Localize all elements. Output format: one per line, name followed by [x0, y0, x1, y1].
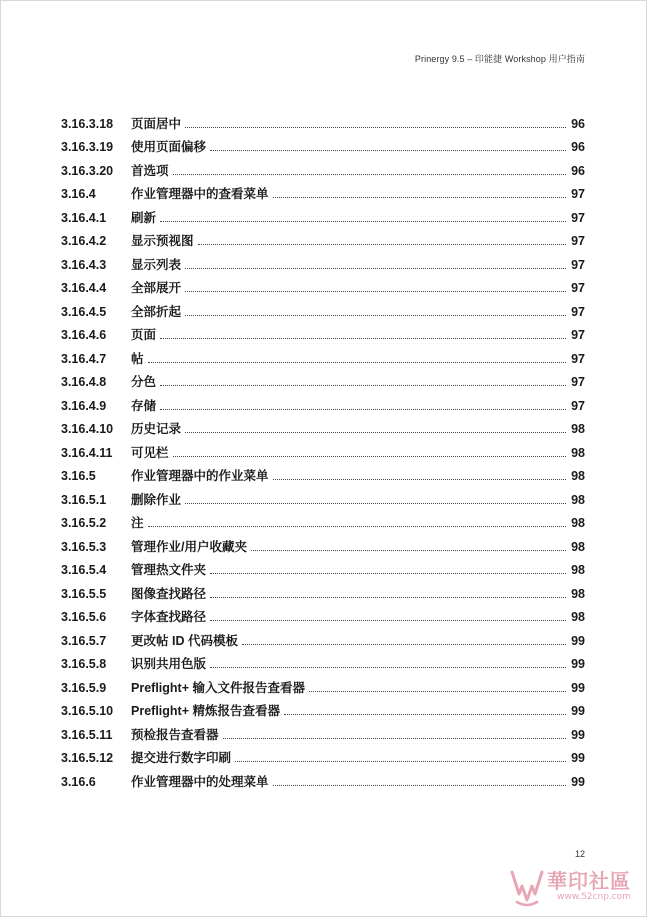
- toc-entry[interactable]: [61, 743, 585, 767]
- toc-entry-number: 3.16.4.11: [61, 445, 113, 460]
- toc-entry[interactable]: [61, 320, 585, 344]
- watermark-url: www.52cnp.com: [556, 891, 631, 902]
- toc-entry[interactable]: [61, 531, 585, 555]
- toc-entry-number: 3.16.5.10: [61, 704, 114, 718]
- toc-entry-title: 图像查找路径: [131, 586, 207, 601]
- toc-entry-page: 99: [571, 657, 585, 671]
- toc-dot-leader: [173, 456, 566, 457]
- toc-dot-leader: [148, 526, 566, 527]
- toc-entry-number: 3.16.4.5: [61, 304, 107, 319]
- toc-entry-title: 识别共用色版: [131, 657, 207, 671]
- toc-entry-number: 3.16.4.10: [61, 422, 114, 436]
- toc-dot-leader: [210, 573, 566, 574]
- toc-entry-title: Preflight+ 输入文件报告查看器: [131, 680, 305, 695]
- toc-dot-leader: [210, 620, 566, 621]
- toc-dot-leader: [309, 691, 566, 692]
- toc-entry-title: 可见栏: [131, 445, 169, 460]
- toc-entry-page: 96: [571, 140, 585, 154]
- toc-entry-title: 字体查找路径: [131, 610, 207, 624]
- toc-entry-number: 3.16.5.11: [61, 727, 113, 742]
- toc-entry-number: 3.16.5.2: [61, 516, 107, 530]
- toc-entry-title: Preflight+ 精炼报告查看器: [131, 704, 280, 718]
- toc-entry[interactable]: [61, 414, 585, 438]
- toc-entry-number: 3.16.4.3: [61, 257, 107, 272]
- toc-entry-number: 3.16.5.3: [61, 539, 107, 554]
- toc-entry-number: 3.16.3.20: [61, 163, 114, 178]
- toc-entry-title: 全部展开: [131, 281, 182, 295]
- toc-dot-leader: [273, 197, 566, 198]
- toc-dot-leader: [185, 503, 566, 504]
- toc-entry[interactable]: [61, 649, 585, 673]
- toc-dot-leader: [223, 738, 566, 739]
- watermark-brand: 華印社區: [547, 868, 631, 893]
- toc-dot-leader: [148, 362, 566, 363]
- toc-entry-number: 3.16.3.19: [61, 140, 114, 154]
- toc-entry-number: 3.16.3.18: [61, 116, 114, 131]
- toc-entry-number: 3.16.4.2: [61, 234, 107, 248]
- toc-dot-leader: [160, 221, 566, 222]
- toc-entry-page: 99: [571, 680, 585, 695]
- toc-entry-title: 作业管理器中的查看菜单: [131, 187, 269, 201]
- toc-entry[interactable]: [61, 578, 585, 602]
- toc-entry-number: 3.16.5.5: [61, 586, 107, 601]
- toc-entry-number: 3.16.4.6: [61, 328, 107, 342]
- toc-entry-title: 管理作业/用户收藏夹: [131, 539, 247, 554]
- toc-entry-page: 99: [571, 751, 585, 765]
- toc-dot-leader: [210, 150, 566, 151]
- toc-entry[interactable]: [61, 461, 585, 485]
- toc-entry-page: 97: [571, 187, 585, 201]
- toc-entry-page: 96: [571, 116, 585, 131]
- toc-entry-number: 3.16.4.9: [61, 398, 107, 413]
- toc-entry-number: 3.16.5.4: [61, 563, 107, 577]
- toc-entry[interactable]: [61, 155, 585, 179]
- toc-entry-page: 98: [571, 469, 585, 483]
- toc-entry-title: 显示列表: [131, 257, 182, 272]
- toc-dot-leader: [185, 291, 566, 292]
- toc-entry-page: 98: [571, 539, 585, 554]
- toc-entry[interactable]: [61, 719, 585, 743]
- toc-entry[interactable]: [61, 108, 585, 132]
- toc-entry-number: 3.16.5.1: [61, 492, 107, 507]
- toc-entry-page: 98: [571, 422, 585, 436]
- toc-entry[interactable]: [61, 179, 585, 203]
- toc-dot-leader: [210, 667, 566, 668]
- toc-entry-page: 97: [571, 375, 585, 389]
- toc-dot-leader: [251, 550, 566, 551]
- toc-entry[interactable]: [61, 296, 585, 320]
- toc-dot-leader: [284, 714, 566, 715]
- toc-dot-leader: [185, 268, 566, 269]
- toc-entry[interactable]: [61, 249, 585, 273]
- toc-entry-page: 98: [571, 563, 585, 577]
- toc-entry-title: 首选项: [131, 163, 169, 178]
- toc-entry-title: 注: [131, 516, 144, 530]
- toc-entry[interactable]: [61, 696, 585, 720]
- toc-dot-leader: [160, 338, 566, 339]
- toc-entry[interactable]: [61, 273, 585, 297]
- toc-entry-title: 管理热文件夹: [131, 563, 207, 577]
- toc-entry-title: 预检报告查看器: [131, 727, 219, 742]
- toc-entry-number: 3.16.4.7: [61, 351, 107, 366]
- toc-dot-leader: [273, 479, 566, 480]
- toc-entry-page: 98: [571, 516, 585, 530]
- toc-entry[interactable]: [61, 202, 585, 226]
- toc-entry-number: 3.16.5.12: [61, 751, 114, 765]
- toc-dot-leader: [198, 244, 566, 245]
- toc-entry-number: 3.16.4: [61, 187, 96, 201]
- toc-entry-title: 作业管理器中的处理菜单: [131, 774, 269, 789]
- toc-entry[interactable]: [61, 343, 585, 367]
- toc-entry[interactable]: [61, 226, 585, 250]
- toc-entry-number: 3.16.4.4: [61, 281, 107, 295]
- toc-entry-title: 刷新: [131, 210, 157, 225]
- toc-entry-page: 99: [571, 633, 585, 648]
- toc-entry[interactable]: [61, 625, 585, 649]
- toc-entry-page: 97: [571, 328, 585, 342]
- toc-entry-page: 97: [571, 304, 585, 319]
- toc-entry[interactable]: [61, 508, 585, 532]
- toc-entry-title: 存储: [131, 398, 157, 413]
- toc-entry-number: 3.16.5: [61, 469, 96, 483]
- toc-dot-leader: [242, 644, 566, 645]
- toc-entry-number: 3.16.4.1: [61, 210, 107, 225]
- toc-entry[interactable]: [61, 367, 585, 391]
- toc-entry-page: 98: [571, 445, 585, 460]
- toc-entry-title: 使用页面偏移: [131, 140, 207, 154]
- toc-entry-title: 历史记录: [131, 422, 182, 436]
- toc-entry-title: 更改帖 ID 代码模板: [131, 633, 238, 648]
- toc-dot-leader: [210, 597, 566, 598]
- toc-entry-page: 99: [571, 704, 585, 718]
- toc-entry-title: 显示预视图: [131, 234, 194, 248]
- toc-dot-leader: [273, 785, 566, 786]
- toc-dot-leader: [235, 761, 566, 762]
- toc-entry-page: 98: [571, 610, 585, 624]
- watermark: [509, 861, 639, 911]
- toc-entry-number: 3.16.5.7: [61, 633, 107, 648]
- toc-entry-page: 97: [571, 210, 585, 225]
- toc-dot-leader: [185, 315, 566, 316]
- toc-entry-number: 3.16.4.8: [61, 375, 107, 389]
- toc-entry-page: 97: [571, 398, 585, 413]
- toc-entry-title: 提交进行数字印刷: [131, 751, 232, 765]
- toc-entry-page: 97: [571, 234, 585, 248]
- toc-dot-leader: [160, 385, 566, 386]
- toc-entry-page: 97: [571, 351, 585, 366]
- toc-entry[interactable]: [61, 437, 585, 461]
- toc-entry-page: 96: [571, 163, 585, 178]
- page-number: 12: [574, 849, 585, 859]
- toc-entry[interactable]: [61, 766, 585, 790]
- running-header: Prinergy 9.5 – 印能捷 Workshop 用户指南: [414, 54, 585, 64]
- toc-entry-title: 帖: [131, 351, 144, 366]
- toc-entry[interactable]: [61, 672, 585, 696]
- watermark-logo-icon: [509, 864, 545, 908]
- toc-entry-number: 3.16.5.9: [61, 680, 107, 695]
- toc-entry-number: 3.16.5.8: [61, 657, 107, 671]
- toc-dot-leader: [185, 127, 566, 128]
- toc-entry[interactable]: [61, 132, 585, 156]
- toc-dot-leader: [185, 432, 566, 433]
- toc-entry-page: 98: [571, 586, 585, 601]
- toc-entry-title: 分色: [131, 375, 157, 389]
- toc-entry-page: 99: [571, 727, 585, 742]
- toc-entry-page: 99: [571, 774, 585, 789]
- toc-dot-leader: [173, 174, 566, 175]
- toc-entry[interactable]: [61, 555, 585, 579]
- toc-entry-page: 98: [571, 492, 585, 507]
- toc-entry-title: 作业管理器中的作业菜单: [131, 469, 269, 483]
- toc-entry-title: 页面居中: [131, 116, 182, 131]
- toc-entry[interactable]: [61, 484, 585, 508]
- toc-entry-title: 页面: [131, 328, 157, 342]
- toc-entry[interactable]: [61, 390, 585, 414]
- toc-entry-title: 删除作业: [131, 492, 182, 507]
- toc-entry-page: 97: [571, 257, 585, 272]
- toc-entry[interactable]: [61, 602, 585, 626]
- table-of-contents: [61, 108, 585, 790]
- toc-dot-leader: [160, 409, 566, 410]
- toc-entry-number: 3.16.5.6: [61, 610, 107, 624]
- toc-entry-title: 全部折起: [131, 304, 182, 319]
- toc-entry-number: 3.16.6: [61, 774, 96, 789]
- toc-entry-page: 97: [571, 281, 585, 295]
